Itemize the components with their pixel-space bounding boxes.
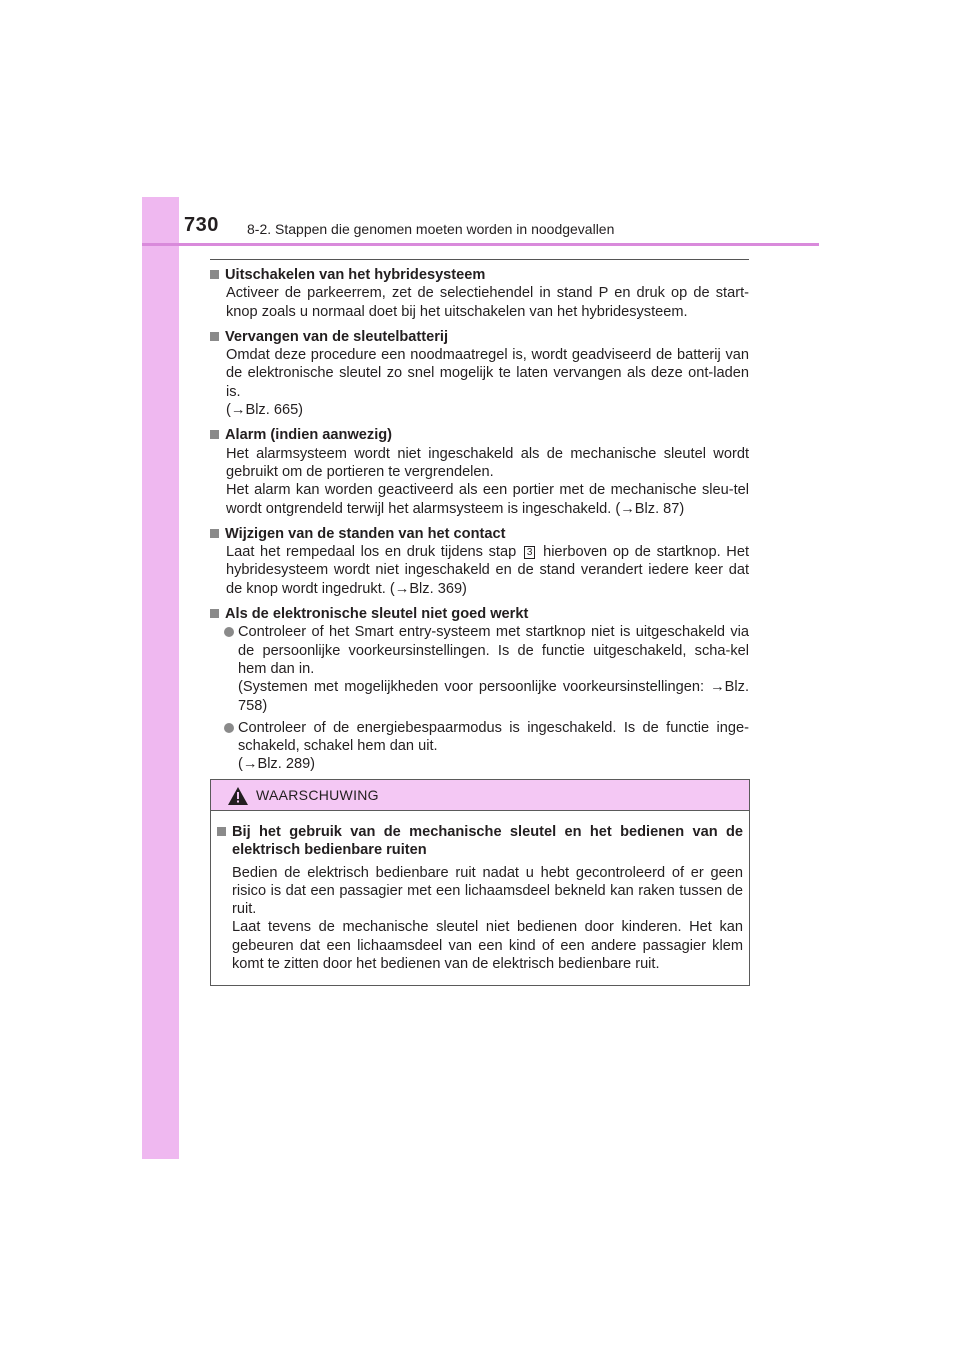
main-content [209, 266, 749, 781]
section-key-battery [209, 328, 749, 419]
chapter-title: 8-2. Stappen die genomen moeten worden in noodgevallen [247, 221, 615, 237]
step-number-badge: 3 [524, 546, 536, 559]
section-body-continued: Het alarm kan worden geactiveerd als een portier met de mechanische sleu-tel wordt ontgrendeld terwijl het alarmsysteem is ingeschakeld. (→Blz. 87) [226, 482, 749, 517]
warning-header [211, 780, 749, 811]
square-bullet-icon [210, 332, 219, 341]
square-bullet-icon [210, 609, 219, 618]
section-body: Laat het rempedaal los en druk tijdens stap 3 hierboven op de startknop. Het hybridesysteem wordt niet ingeschakeld en de stand verandert iedere keer dat de knop wordt ingedrukt. (→Blz. 369) [226, 544, 750, 597]
warning-label: WAARSCHUWING [256, 787, 379, 803]
warning-body [211, 811, 749, 973]
page-reference: (→Blz. 665) [226, 402, 304, 419]
section-body: Activeer de parkeerrem, zet de selectiehendel in stand P en druk op de start-knop zoals u normaal doet bij het uitschakelen van het hybridesysteem. [226, 285, 749, 320]
square-bullet-icon [210, 529, 219, 538]
square-bullet-icon [217, 827, 226, 836]
section-title: Vervangen van de sleutelbatterij [209, 328, 749, 346]
section-body: Het alarmsysteem wordt niet ingeschakeld als de mechanische sleutel wordt gebruikt om de portieren te vergrendelen. [226, 445, 749, 480]
section-hybrid-off [209, 266, 749, 321]
content-divider [210, 259, 749, 260]
section-title: Als de elektronische sleutel niet goed werkt [209, 605, 749, 623]
section-body: Omdat deze procedure een noodmaatregel is, wordt geadviseerd de batterij van de elektronische sleutel zo snel mogelijk te laten vervangen als deze ont-laden is. [226, 347, 749, 400]
page-number: 730 [184, 214, 219, 236]
section-key-malfunction [209, 605, 749, 774]
section-ignition-modes [209, 525, 749, 598]
section-title: Uitschakelen van het hybridesysteem [209, 266, 749, 284]
section-title: Wijzigen van de standen van het contact [209, 525, 749, 543]
warning-title: Bij het gebruik van de mechanische sleutel en het bedienen van de elektrisch bedienbare ruiten [216, 823, 743, 860]
warning-box [210, 779, 750, 986]
chapter-tab-sidebar [142, 197, 179, 1159]
square-bullet-icon [210, 270, 219, 279]
round-bullet-icon [224, 723, 234, 733]
list-item: Controleer of het Smart entry-systeem met startknop niet is uitgeschakeld via de persoonlijke voorkeursinstellingen. Is de functie uitgeschakeld, scha-kel hem dan in. (Systemen met mogelijkheden voor persoonlijke voorkeursinstellingen: →Blz. 758) [209, 623, 749, 714]
warning-text-continued: Laat tevens de mechanische sleutel niet bedienen door kinderen. Het kan gebeuren dat een lichaamsdeel van een kind of een andere passagier klem komt te zitten door het bedienen van de elektrisch bedienbare ruit. [232, 919, 743, 973]
round-bullet-icon [224, 627, 234, 637]
section-title: Alarm (indien aanwezig) [209, 426, 749, 444]
square-bullet-icon [210, 430, 219, 439]
warning-text: Bedien de elektrisch bedienbare ruit nadat u hebt gecontroleerd of er geen risico is dat een passagier met een lichaamsdeel bekneld kan raken tussen de ruit. [232, 864, 743, 918]
section-alarm [209, 426, 749, 517]
list-item: Controleer of de energiebespaarmodus is ingeschakeld. Is de functie inge-schakeld, schakel hem dan uit. (→Blz. 289) [209, 719, 749, 774]
warning-triangle-icon [227, 786, 249, 806]
header-rule [142, 243, 819, 246]
